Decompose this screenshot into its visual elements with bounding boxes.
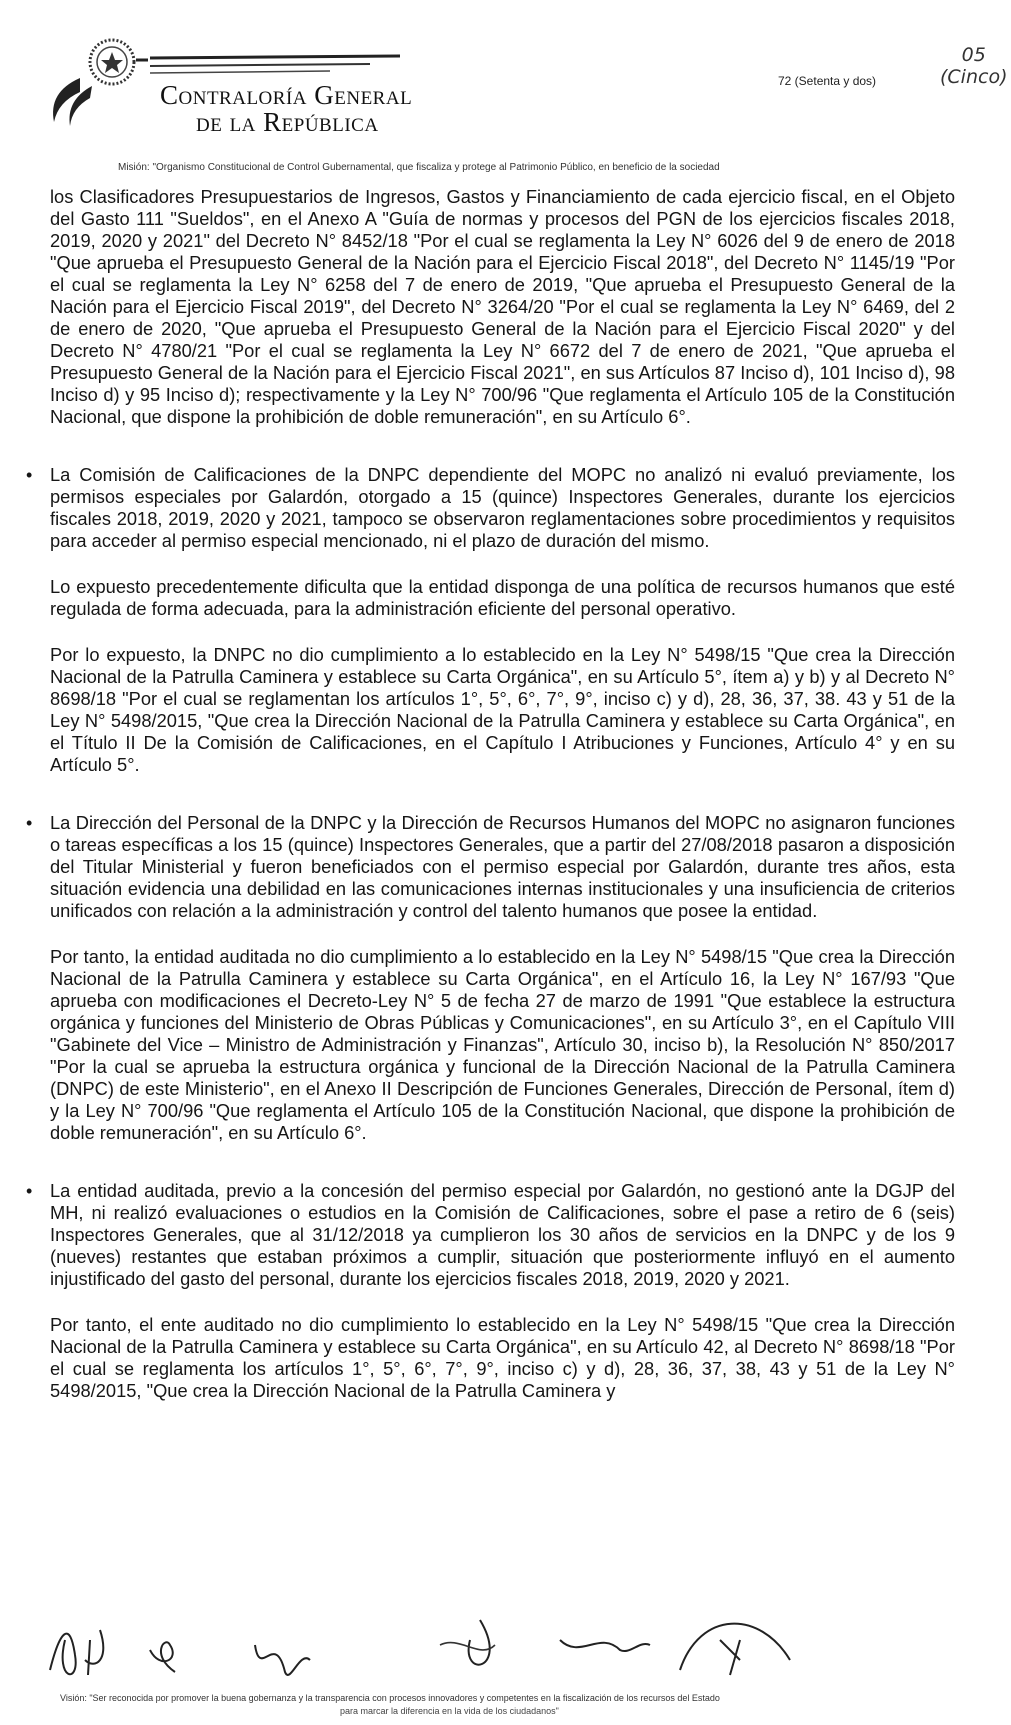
paragraph-noncompliance-1: Por lo expuesto, la DNPC no dio cumplimiento a lo establecido en la Ley N° 5498/15 "Que crea la Dirección Nacional de la Patrulla Caminera y establece su Carta Orgánica", en su Artículo 5°, ítem a) y b) y al Decreto N° 8698/18 "Por el cual se reglamentan los artículos 1°, 5°, 6°, 7°, 9°, inciso c) y d), 28, 36, 37, 38. 43 y 51 de la Ley N° 5498/2015, "Que crea la Dirección Nacional de la Patrulla Caminera y establece su Carta Orgánica", en el Título II De la Comisión de Calificaciones, en el Capítulo I Atribuciones y Funciones, Artículo 4° y en su Artículo 5°. <box>50 644 955 775</box>
folio-words: (Cinco) <box>940 66 1008 88</box>
organization-name <box>160 82 412 136</box>
paragraph-continuation: los Clasificadores Presupuestarios de Ingresos, Gastos y Financiamiento de cada ejercicio fiscal, en el Objeto del Gasto 111 "Sueldos", en el Anexo A "Guía de normas y procesos del PGN de los ejercicios fiscales 2018, 2019, 2020 y 2021" del Decreto N° 8452/18 "Por el cual se reglamenta la Ley N° 6026 del 9 de enero de 2018 "Que aprueba el Presupuesto General de la Nación para el Ejercicio Fiscal 2018", del Decreto N° 1145/19 "Por el cual se reglamenta la Ley N° 6258 del 7 de enero de 2019, "Que aprueba el Presupuesto General de la Nación para el Ejercicio Fiscal 2019", del Decreto N° 3264/20 "Por el cual se reglamenta la Ley N° 6469, del 2 de enero de 2020, "Que aprueba el Presupuesto General de la Nación para el Ejercicio Fiscal 2020" y del Decreto N° 4780/21 "Por el cual se reglamenta la Ley N° 6672 del 7 de enero de 2021, "Que aprueba el Presupuesto General de la Nación para el Ejercicio Fiscal 2021", en sus Artículos 87 Inciso d), 101 Inciso d), 98 Inciso d) y 95 Inciso d); respectivamente y la Ley N° 700/96 "Que reglamenta el Artículo 105 de la Constitución Nacional, que dispone la prohibición de doble remuneración", en su Artículo 6°. <box>50 186 955 427</box>
bullet-item-comision <box>26 464 955 552</box>
bullet-item-retiro <box>26 1180 955 1290</box>
bullet-text: La Dirección del Personal de la DNPC y la Dirección de Recursos Humanos del MOPC no asignaron funciones o tareas específicas a los 15 (quince) Inspectores Generales, que a partir del 27/08/2018 pasaron a disposición del Titular Ministerial y fueron beneficiados con el permiso especial por Galardón, durante tres años, esta situación evidencia una debilidad en las comunicaciones internas institucionales y una insuficiencia de criterios unificados con relación a la administración y control del talento humanos que posee la entidad. <box>50 812 955 921</box>
bullet-marker: • <box>26 1181 33 1201</box>
page-number: 72 (Setenta y dos) <box>778 74 877 88</box>
bullet-item-direccion-personal <box>26 812 955 922</box>
vision-statement: Visión: "Ser reconocida por promover la buena gobernanza y la transparencia con procesos innovadores y competentes en la fiscalización de los recursos del Estado <box>60 1693 720 1703</box>
folio-number: 05 <box>961 44 986 66</box>
paragraph-consequence: Lo expuesto precedentemente dificulta que la entidad disponga de una política de recursos humanos que esté regulada de forma adecuada, para la administración eficiente del personal operativo. <box>50 576 955 619</box>
handwritten-signatures <box>40 1600 940 1690</box>
mission-statement: Misión: "Organismo Constitucional de Control Gubernamental, que fiscaliza y protege al Patrimonio Público, en beneficio de la sociedad <box>118 162 720 173</box>
bullet-marker: • <box>26 465 33 485</box>
contraloria-seal-logo <box>40 30 150 130</box>
bullet-marker: • <box>26 813 33 833</box>
paragraph-noncompliance-2: Por tanto, la entidad auditada no dio cumplimiento a lo establecido en la Ley N° 5498/15 "Que crea la Dirección Nacional de la Patrulla Caminera y establece su Carta Orgánica", en el Artículo 16, la Ley N° 167/93 "Que aprueba con modificaciones el Decreto-Ley N° 5 de fecha 27 de marzo de 1991 "Que establece la estructura orgánica y funciones del Ministerio de Obras Públicas y Comunicaciones", en su Artículo 3°, en el Capítulo VIII "Gabinete del Vice – Ministro de Administración y Finanzas", Artículo 30, inciso b), la Resolución N° 850/2017 "Por la cual se aprueba la estructura orgánica y funcional de la Dirección Nacional de la Patrulla Caminera (DNPC) de este Ministerio", en el Anexo II Descripción de Funciones Generales, Dirección de Personal, ítem d) y la Ley N° 700/96 "Que reglamenta el Artículo 105 de la Constitución Nacional, que dispone la prohibición de doble remuneración", en su Artículo 6°. <box>50 946 955 1143</box>
handwritten-folio <box>940 44 1007 88</box>
vision-statement-line2: para marcar la diferencia en la vida de los ciudadanos" <box>340 1706 559 1716</box>
org-name-line1: Contraloría General <box>160 80 413 110</box>
bullet-text: La Comisión de Calificaciones de la DNPC dependiente del MOPC no analizó ni evaluó previamente, los permisos especiales por Galardón, otorgado a 15 (quince) Inspectores Generales, durante los ejercicios fiscales 2018, 2019, 2020 y 2021, tampoco se observaron reglamentaciones sobre procedimientos y requisitos para acceder al permiso especial mencionado, ni el plazo de duración del mismo. <box>50 464 955 551</box>
paragraph-noncompliance-3: Por tanto, el ente auditado no dio cumplimiento lo establecido en la Ley N° 5498/15 "Que crea la Dirección Nacional de la Patrulla Caminera y establece su Carta Orgánica", en su Artículo 42, al Decreto N° 8698/18 "Por el cual se reglamenta los artículos 1°, 5°, 6°, 7°, 9°, inciso c) y d), 28, 36, 37, 38, 43 y 51 de la Ley N° 5498/2015, "Que crea la Dirección Nacional de la Patrulla Caminera y <box>50 1314 955 1401</box>
bullet-text: La entidad auditada, previo a la concesión del permiso especial por Galardón, no gestionó ante la DGJP del MH, ni realizó evaluaciones o estudios en la Comisión de Calificaciones, sobre el pase a retiro de 6 (seis) Inspectores Generales, que al 31/12/2018 ya cumplieron los 30 años de servicios en la DNPC y de los 9 (nueves) restantes que estaban próximos a cumplir, situación que posteriormente influyó en el aumento injustificado del gasto del personal, durante los ejercicios fiscales 2018, 2019, 2020 y 2021. <box>50 1180 955 1289</box>
header-rule-lines <box>150 50 400 80</box>
org-name-line2: de la República <box>196 107 379 137</box>
document-body <box>26 186 955 1402</box>
